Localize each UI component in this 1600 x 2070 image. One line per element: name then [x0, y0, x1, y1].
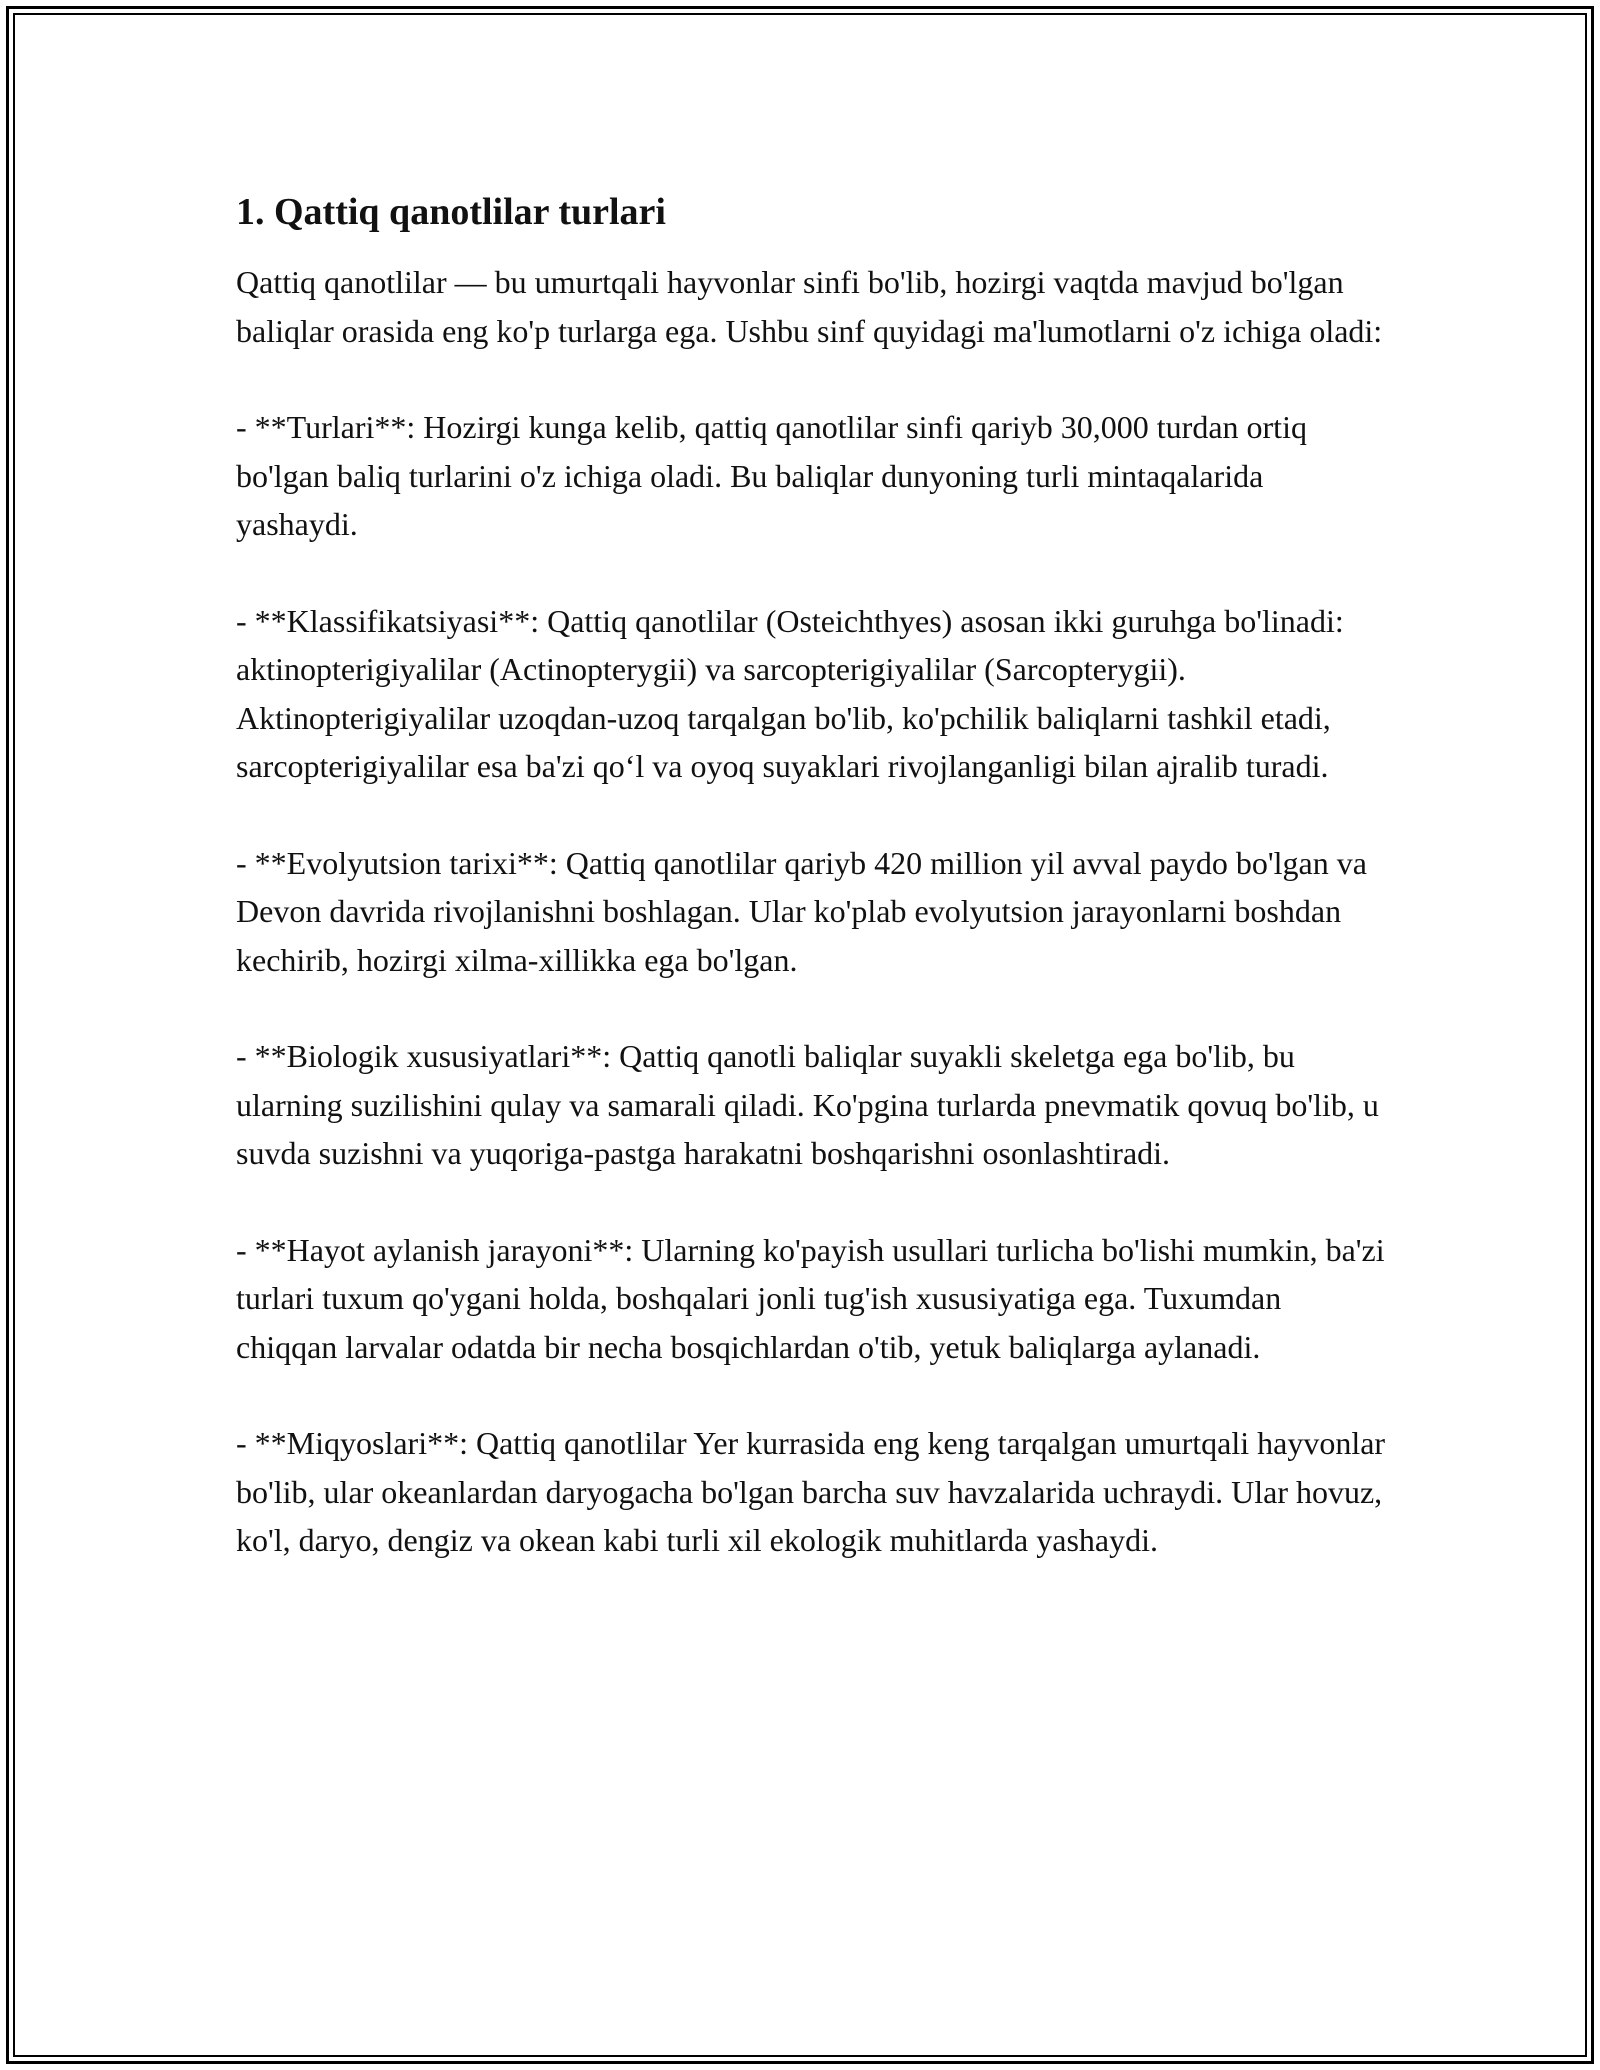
miqyoslari-paragraph: - **Miqyoslari**: Qattiq qanotlilar Yer kurrasida eng keng tarqalgan umurtqali hayvonlar bo'lib, ular okeanlardan daryogacha bo'lgan barcha suv havzalarida uchraydi. Ular hovuz, ko'l, daryo, dengiz va okean kabi turli xil ekologik muhitlarda yashaydi. [236, 1425, 1386, 1558]
intro-paragraph: Qattiq qanotlilar — bu umurtqali hayvonlar sinfi bo'lib, hozirgi vaqtda mavjud bo'lgan baliqlar orasida eng ko'p turlarga ega. Ushbu sinf quyidagi ma'lumotlarni o'z ichiga oladi: [236, 264, 1383, 349]
turlari-paragraph: - **Turlari**: Hozirgi kunga kelib, qattiq qanotlilar sinfi qariyb 30,000 turdan ortiq bo'lgan baliq turlarini o'z ichiga oladi. Bu baliqlar dunyoning turli mintaqalarida yashaydi. [236, 409, 1307, 542]
biologik-xususiyatlari-paragraph: - **Biologik xususiyatlari**: Qattiq qanotli baliqlar suyakli skeletga ega bo'lib, bu ularning suzilishini qulay va samarali qiladi. Ko'pgina turlarda pnevmatik qovuq bo'lib, u suvda suzishni va yuqoriga-pastga harakatni boshqarishni osonlashtiradi. [236, 1038, 1379, 1171]
section-title: 1. Qattiq qanotlilar turlari [236, 191, 666, 233]
evolyutsion-tarixi-paragraph: - **Evolyutsion tarixi**: Qattiq qanotlilar qariyb 420 million yil avval paydo bo'lgan va Devon davrida rivojlanishni boshlagan. Ular ko'plab evolyutsion jarayonlarni boshdan kechirib, hozirgi xilma-xillikka ega bo'lgan. [236, 844, 1367, 978]
klassifikatsiyasi-paragraph: - **Klassifikatsiyasi**: Qattiq qanotlilar (Osteichthyes) asosan ikki guruhga bo'linadi: aktinopterigiyalilar (Actinopterygii) va sarcopterigiyalilar (Sarcopterygii). Aktinopterigiyalilar uzoqdan-uzoq tarqalgan bo'lib, ko'pchilik baliqlarni tashkil etadi, sarcopterigiyalilar esa ba'zi qo‘l va oyoq suyaklari rivojlanganligi bilan ajralib turadi. [236, 602, 1344, 784]
document-body [236, 186, 1386, 1613]
hayot-aylanish-paragraph: - **Hayot aylanish jarayoni**: Ularning ko'payish usullari turlicha bo'lishi mumkin, ba'zi turlari tuxum qo'ygani holda, boshqalari jonli tug'ish xususiyatiga ega. Tuxumdan chiqqan larvalar odatda bir necha bosqichlardan o'tib, yetuk baliqlarga aylanadi. [236, 1231, 1385, 1365]
